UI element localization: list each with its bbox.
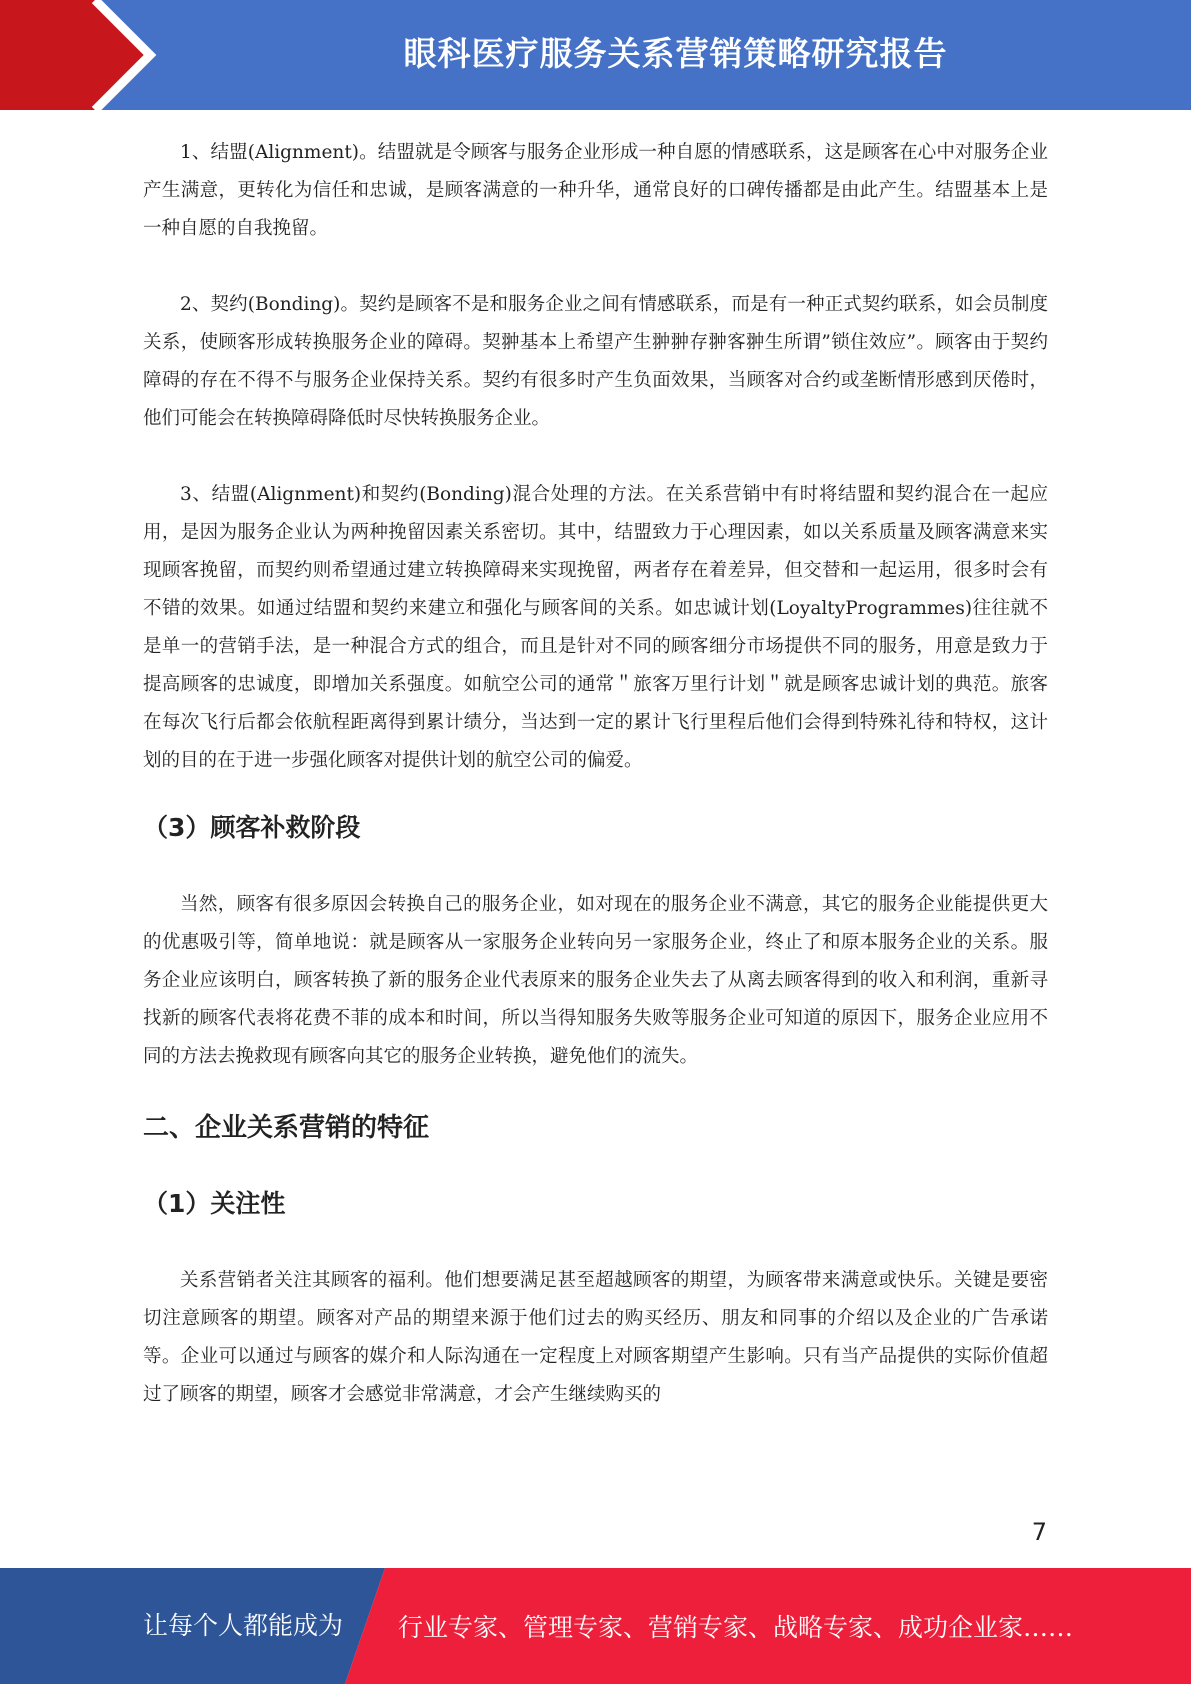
- page-footer: [0, 1568, 1191, 1684]
- document-title: 眼科医疗服务关系营销策略研究报告: [403, 34, 948, 73]
- page-number: 7: [1031, 1518, 1047, 1546]
- paragraph-mixed-method: 3、结盟(Alignment)和契约(Bonding)混合处理的方法。在关系营销中有时将结盟和契约混合在一起应用，是因为服务企业认为两种挽留因素关系密切。其中，结盟致力于心理因素，如以关系质量及顾客满意来实现顾客挽留，而契约则希望通过建立转换障碍来实现挽留，两者存在着差异，但交替和一起运用，很多时会有不错的效果。如通过结盟和契约来建立和强化与顾客间的关系。如忠诚计划(LoyaltyProgrammes)往往就不是单一的营销手法，是一种混合方式的组合，而且是针对不同的顾客细分市场提供不同的服务，用意是致力于提高顾客的忠诚度，即增加关系强度。如航空公司的通常＂旅客万里行计划＂就是顾客忠诚计划的典范。旅客在每次飞行后都会依航程距离得到累计绩分，当达到一定的累计飞行里程后他们会得到特殊礼待和特权，这计划的目的在于进一步强化顾客对提供计划的航空公司的偏爱。: [143, 484, 1048, 771]
- footer-slogan-right: 行业专家、管理专家、营销专家、战略专家、成功企业家……: [398, 1613, 1074, 1642]
- paragraph-customer-recovery: 当然，顾客有很多原因会转换自己的服务企业，如对现在的服务企业不满意，其它的服务企业能提供更大的优惠吸引等，简单地说：就是顾客从一家服务企业转向另一家服务企业，终止了和原本服务企业的关系。服务企业应该明白，顾客转换了新的服务企业代表原来的服务企业失去了从离去顾客得到的收入和利润，重新寻找新的顾客代表将花费不菲的成本和时间，所以当得知服务失败等服务企业可知道的原因下，服务企业应用不同的方法去挽救现有顾客向其它的服务企业转换，避免他们的流失。: [143, 894, 1048, 1067]
- section-heading-attention: （1）关注性: [143, 1189, 286, 1218]
- paragraph-bonding: 2、契约(Bonding)。契约是顾客不是和服务企业之间有情感联系，而是有一种正式契约联系，如会员制度关系，使顾客形成转换服务企业的障碍。契翀基本上希望产生翀翀存翀客翀生所谓”锁住效应”。顾客由于契约障碍的存在不得不与服务企业保持关系。契约有很多时产生负面效果，当顾客对合约或垄断情形感到厌倦时，他们可能会在转换障碍降低时尽快转换服务企业。: [143, 294, 1048, 429]
- header-red-arrow: [0, 0, 150, 110]
- section-heading-customer-recovery: （3）顾客补救阶段: [143, 813, 361, 842]
- paragraph-alignment: 1、结盟(Alignment)。结盟就是令顾客与服务企业形成一种自愿的情感联系，这是顾客在心中对服务企业产生满意，更转化为信任和忠诚，是顾客满意的一种升华，通常良好的口碑传播都是由此产生。结盟基本上是一种自愿的自我挽留。: [143, 142, 1048, 239]
- page-header: [0, 0, 1191, 110]
- footer-slogan-left: 让每个人都能成为: [143, 1611, 344, 1640]
- paragraph-attention: 关系营销者关注其顾客的福利。他们想要满足甚至超越顾客的期望，为顾客带来满意或快乐。关键是要密切注意顾客的期望。顾客对产品的期望来源于他们过去的购买经历、朋友和同事的介绍以及企业的广告承诺等。企业可以通过与顾客的媒介和人际沟通在一定程度上对顾客期望产生影响。只有当产品提供的实际价值超过了顾客的期望，顾客才会感觉非常满意，才会产生继续购买的: [143, 1270, 1048, 1405]
- chapter-heading-features: 二、企业关系营销的特征: [143, 1113, 430, 1143]
- main-content: [143, 134, 1048, 1414]
